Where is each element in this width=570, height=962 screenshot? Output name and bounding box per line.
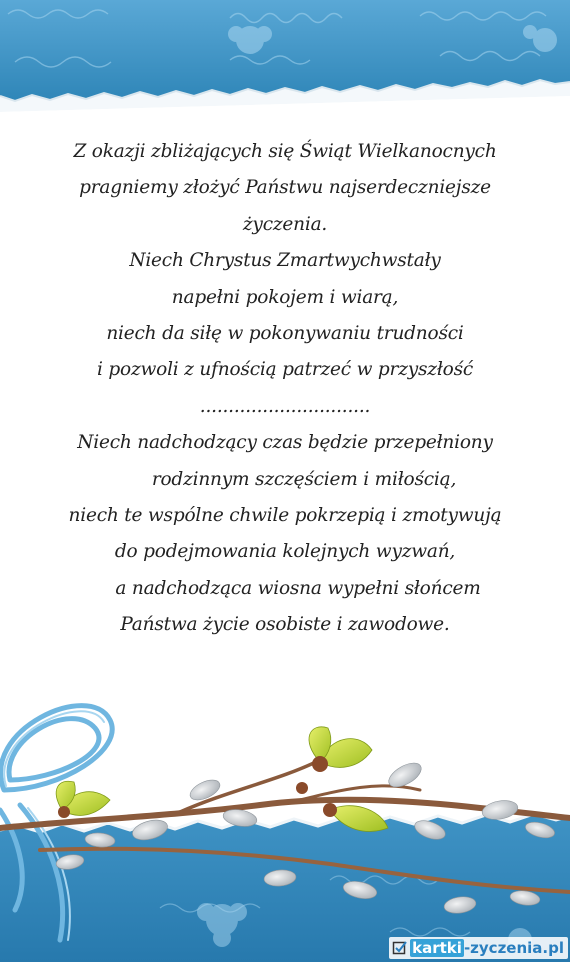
greeting-line: Państwa życie osobiste i zawodowe. xyxy=(120,614,450,636)
bottom-decoration xyxy=(0,640,570,962)
greeting-line: Niech Chrystus Zmartwychwstały xyxy=(129,250,441,272)
greeting-line: i pozwoli z ufnością patrzeć w przyszłość xyxy=(96,359,474,381)
check-square-icon xyxy=(392,940,408,956)
greeting-line: do podejmowania kolejnych wyzwań, xyxy=(114,541,456,563)
watermark[interactable] xyxy=(389,937,568,959)
greeting-line: pragniemy złożyć Państwu najserdeczniejsze xyxy=(79,177,491,199)
greeting-line: życzenia. xyxy=(242,213,328,235)
greeting-divider: .............................. xyxy=(199,395,371,417)
watermark-brand: kartki xyxy=(412,939,462,957)
top-torn-paper xyxy=(0,0,570,130)
greeting-line: a nadchodząca wiosna wypełni słońcem xyxy=(115,577,481,599)
greeting-line: Niech nadchodzący czas będzie przepełniony xyxy=(77,432,493,454)
greeting-line: napełni pokojem i wiarą, xyxy=(171,286,399,308)
greeting-line: Z okazji zbliżających się Świąt Wielkanocnych xyxy=(73,141,497,162)
watermark-domain: -zyczenia.pl xyxy=(463,939,564,957)
greeting-text xyxy=(20,134,550,643)
greeting-line: niech da siłę w pokonywaniu trudności xyxy=(106,322,464,344)
greeting-line: niech te wspólne chwile pokrzepią i zmotywują xyxy=(68,504,502,526)
greeting-line: rodzinnym szczęściem i miłością, xyxy=(151,468,457,490)
